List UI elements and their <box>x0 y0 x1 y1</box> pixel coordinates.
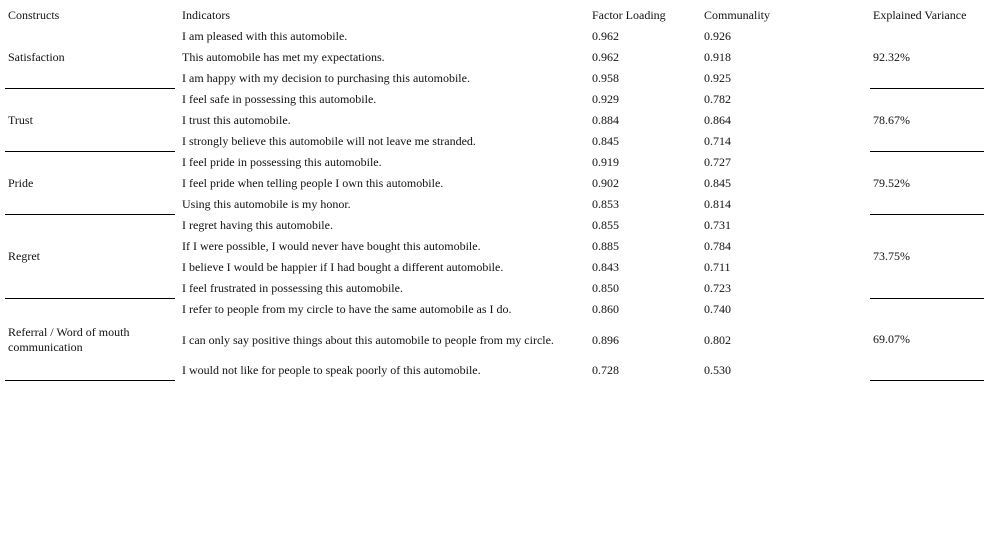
explained-variance-value: 79.52% <box>870 152 984 215</box>
communality-value: 0.723 <box>704 281 731 295</box>
table-row <box>5 89 984 110</box>
indicator-text: I trust this automobile. <box>182 113 291 127</box>
indicator-text: This automobile has met my expectations. <box>182 50 385 64</box>
communality-value: 0.864 <box>704 113 731 127</box>
explained-variance-value: 73.75% <box>870 215 984 299</box>
factor-loading-value: 0.855 <box>592 218 619 232</box>
construct-name: Pride <box>5 152 175 215</box>
communality-value: 0.784 <box>704 239 731 253</box>
factor-loading-value: 0.962 <box>592 50 619 64</box>
communality-value: 0.714 <box>704 134 731 148</box>
explained-variance-value: 78.67% <box>870 89 984 152</box>
indicator-text: I feel safe in possessing this automobile. <box>182 92 377 106</box>
column-spacer <box>814 26 870 89</box>
table-row <box>5 152 984 173</box>
explained-variance-value: 69.07% <box>870 299 984 381</box>
table-row <box>5 299 984 320</box>
header-spacer <box>814 5 870 26</box>
factor-loading-value: 0.843 <box>592 260 619 274</box>
indicator-text: I feel pride in possessing this automobile. <box>182 155 382 169</box>
factor-loading-value: 0.884 <box>592 113 619 127</box>
indicator-text: I can only say positive things about this automobile to people from my circle. <box>182 332 554 347</box>
indicator-text: I feel pride when telling people I own this automobile. <box>182 176 444 190</box>
indicator-text: I strongly believe this automobile will not leave me stranded. <box>182 134 476 148</box>
factor-loading-value: 0.929 <box>592 92 619 106</box>
header-explained-variance: Explained Variance <box>873 8 967 22</box>
communality-value: 0.925 <box>704 71 731 85</box>
construct-name: Regret <box>5 215 175 299</box>
factor-loading-value: 0.919 <box>592 155 619 169</box>
column-spacer <box>814 215 870 299</box>
indicator-text: I am happy with my decision to purchasing this automobile. <box>182 71 470 85</box>
column-spacer <box>814 89 870 152</box>
indicator-text: I am pleased with this automobile. <box>182 29 348 43</box>
table-row <box>5 26 984 47</box>
factor-loading-value: 0.850 <box>592 281 619 295</box>
communality-value: 0.731 <box>704 218 731 232</box>
indicator-text: I believe I would be happier if I had bought a different automobile. <box>182 260 504 274</box>
communality-value: 0.530 <box>704 363 731 377</box>
factor-loading-value: 0.853 <box>592 197 619 211</box>
communality-value: 0.802 <box>704 332 731 347</box>
indicator-text: I regret having this automobile. <box>182 218 333 232</box>
factor-loading-value: 0.902 <box>592 176 619 190</box>
factor-loading-value: 0.896 <box>592 332 619 347</box>
communality-value: 0.727 <box>704 155 731 169</box>
construct-name: Trust <box>5 89 175 152</box>
factor-loading-value: 0.885 <box>592 239 619 253</box>
header-constructs: Constructs <box>8 8 60 22</box>
indicator-text: I feel frustrated in possessing this automobile. <box>182 281 403 295</box>
indicator-text: If I were possible, I would never have bought this automobile. <box>182 239 481 253</box>
communality-value: 0.926 <box>704 29 731 43</box>
communality-value: 0.845 <box>704 176 731 190</box>
column-spacer <box>814 299 870 381</box>
header-communality: Communality <box>704 8 770 22</box>
column-spacer <box>814 152 870 215</box>
constructs-table <box>5 5 984 381</box>
explained-variance-value: 92.32% <box>870 26 984 89</box>
factor-loading-value: 0.958 <box>592 71 619 85</box>
indicator-text: Using this automobile is my honor. <box>182 197 351 211</box>
indicator-text: I would not like for people to speak poorly of this automobile. <box>182 363 481 377</box>
table-header-row <box>5 5 984 26</box>
construct-name: Referral / Word of mouth communication <box>5 299 175 381</box>
header-indicators: Indicators <box>182 8 230 22</box>
indicator-text: I refer to people from my circle to have the same automobile as I do. <box>182 302 512 316</box>
factor-loading-value: 0.728 <box>592 363 619 377</box>
communality-value: 0.918 <box>704 50 731 64</box>
communality-value: 0.740 <box>704 302 731 316</box>
factor-loading-value: 0.962 <box>592 29 619 43</box>
factor-loading-value: 0.845 <box>592 134 619 148</box>
communality-value: 0.782 <box>704 92 731 106</box>
construct-name: Satisfaction <box>5 26 175 89</box>
table-row <box>5 215 984 236</box>
table-body <box>5 26 984 381</box>
factor-loading-value: 0.860 <box>592 302 619 316</box>
communality-value: 0.711 <box>704 260 731 274</box>
header-factor-loading: Factor Loading <box>592 8 666 22</box>
communality-value: 0.814 <box>704 197 731 211</box>
